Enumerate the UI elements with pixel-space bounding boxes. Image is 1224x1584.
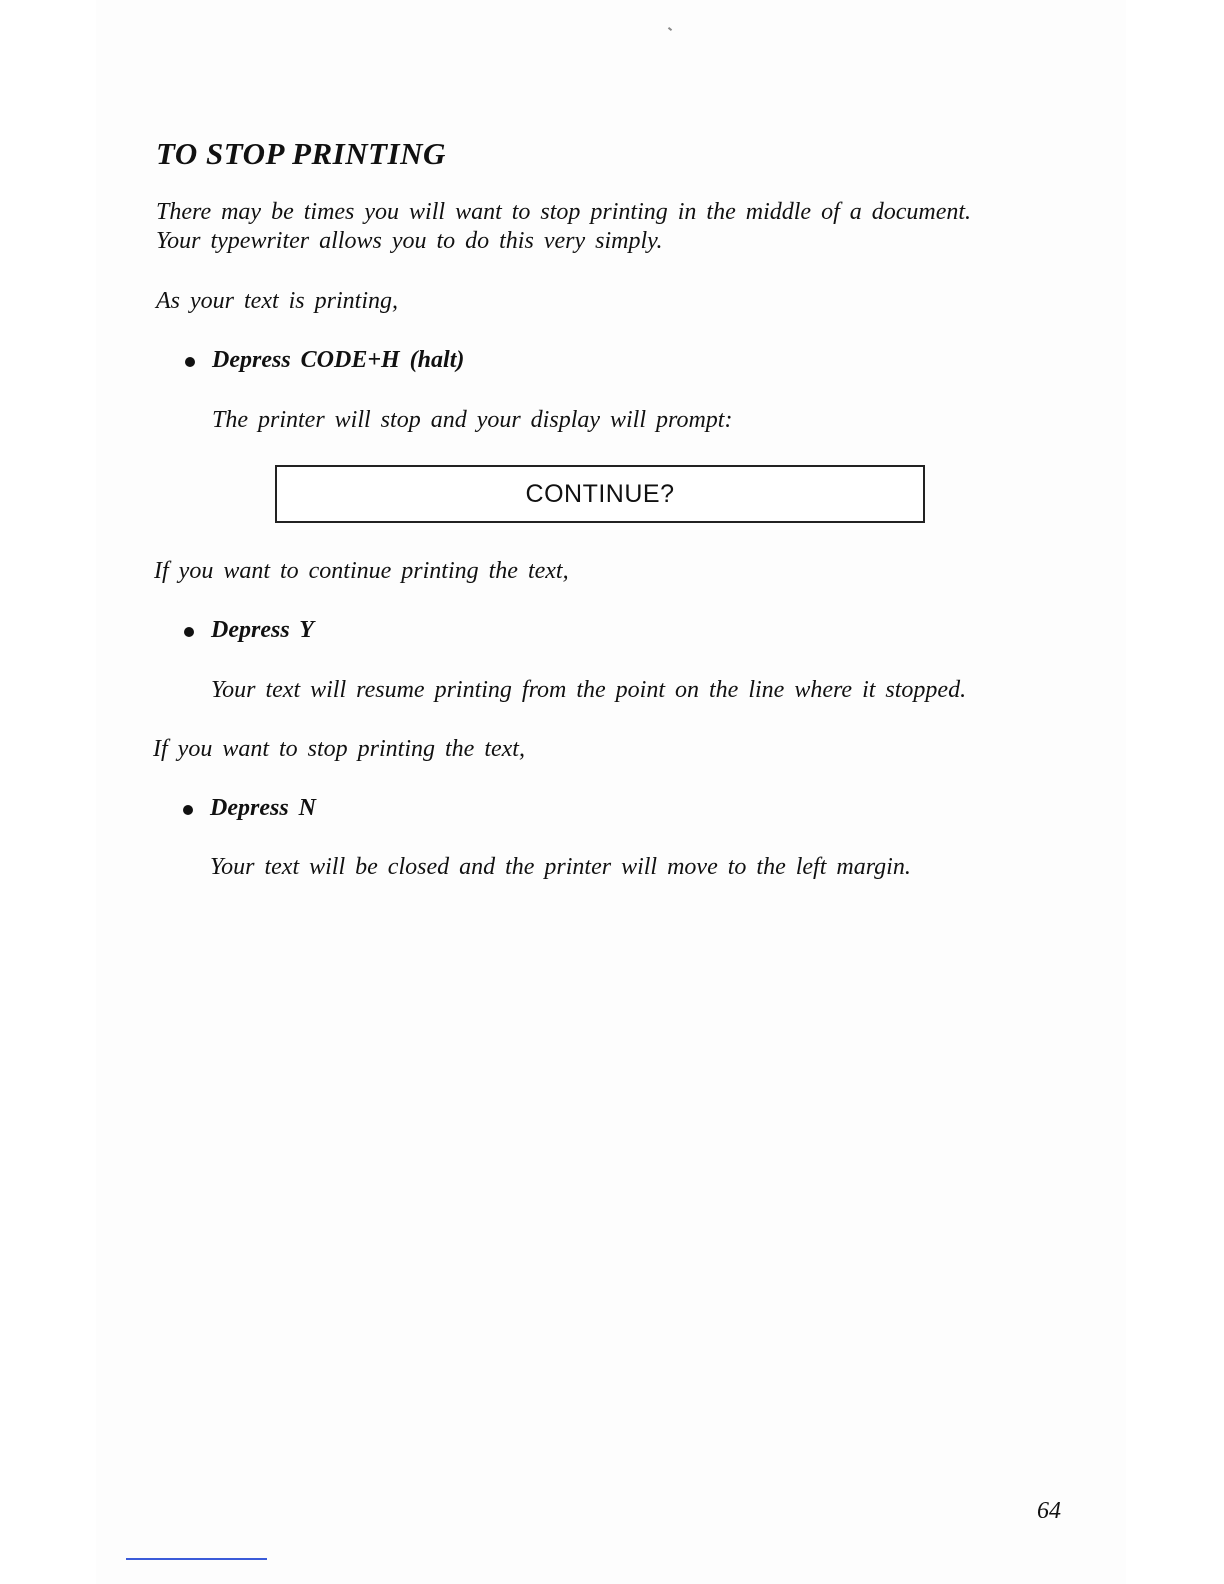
intro-line-1: There may be times you will want to stop printing in the middle of a document. [156,199,972,225]
stop-step: Depress N [210,795,316,821]
bullet-icon [185,357,195,367]
halt-result: The printer will stop and your display will prompt: [212,407,733,433]
page-title: TO STOP PRINTING [156,136,446,171]
halt-step: Depress CODE+H (halt) [212,347,465,373]
continue-result: Your text will resume printing from the point on the line where it stopped. [211,677,967,703]
printing-lead: As your text is printing, [156,288,398,314]
display-prompt-text: CONTINUE? [525,479,675,508]
scan-edge-line [126,1558,267,1560]
bullet-icon [184,627,194,637]
page-number: 64 [1037,1498,1061,1524]
bullet-icon [183,805,193,815]
continue-lead: If you want to continue printing the text, [154,558,569,584]
stop-result: Your text will be closed and the printer will move to the left margin. [210,854,911,880]
intro-line-2: Your typewriter allows you to do this very simply. [156,228,663,254]
continue-step: Depress Y [211,617,314,643]
stop-lead: If you want to stop printing the text, [153,736,525,762]
display-prompt-box [275,465,925,523]
